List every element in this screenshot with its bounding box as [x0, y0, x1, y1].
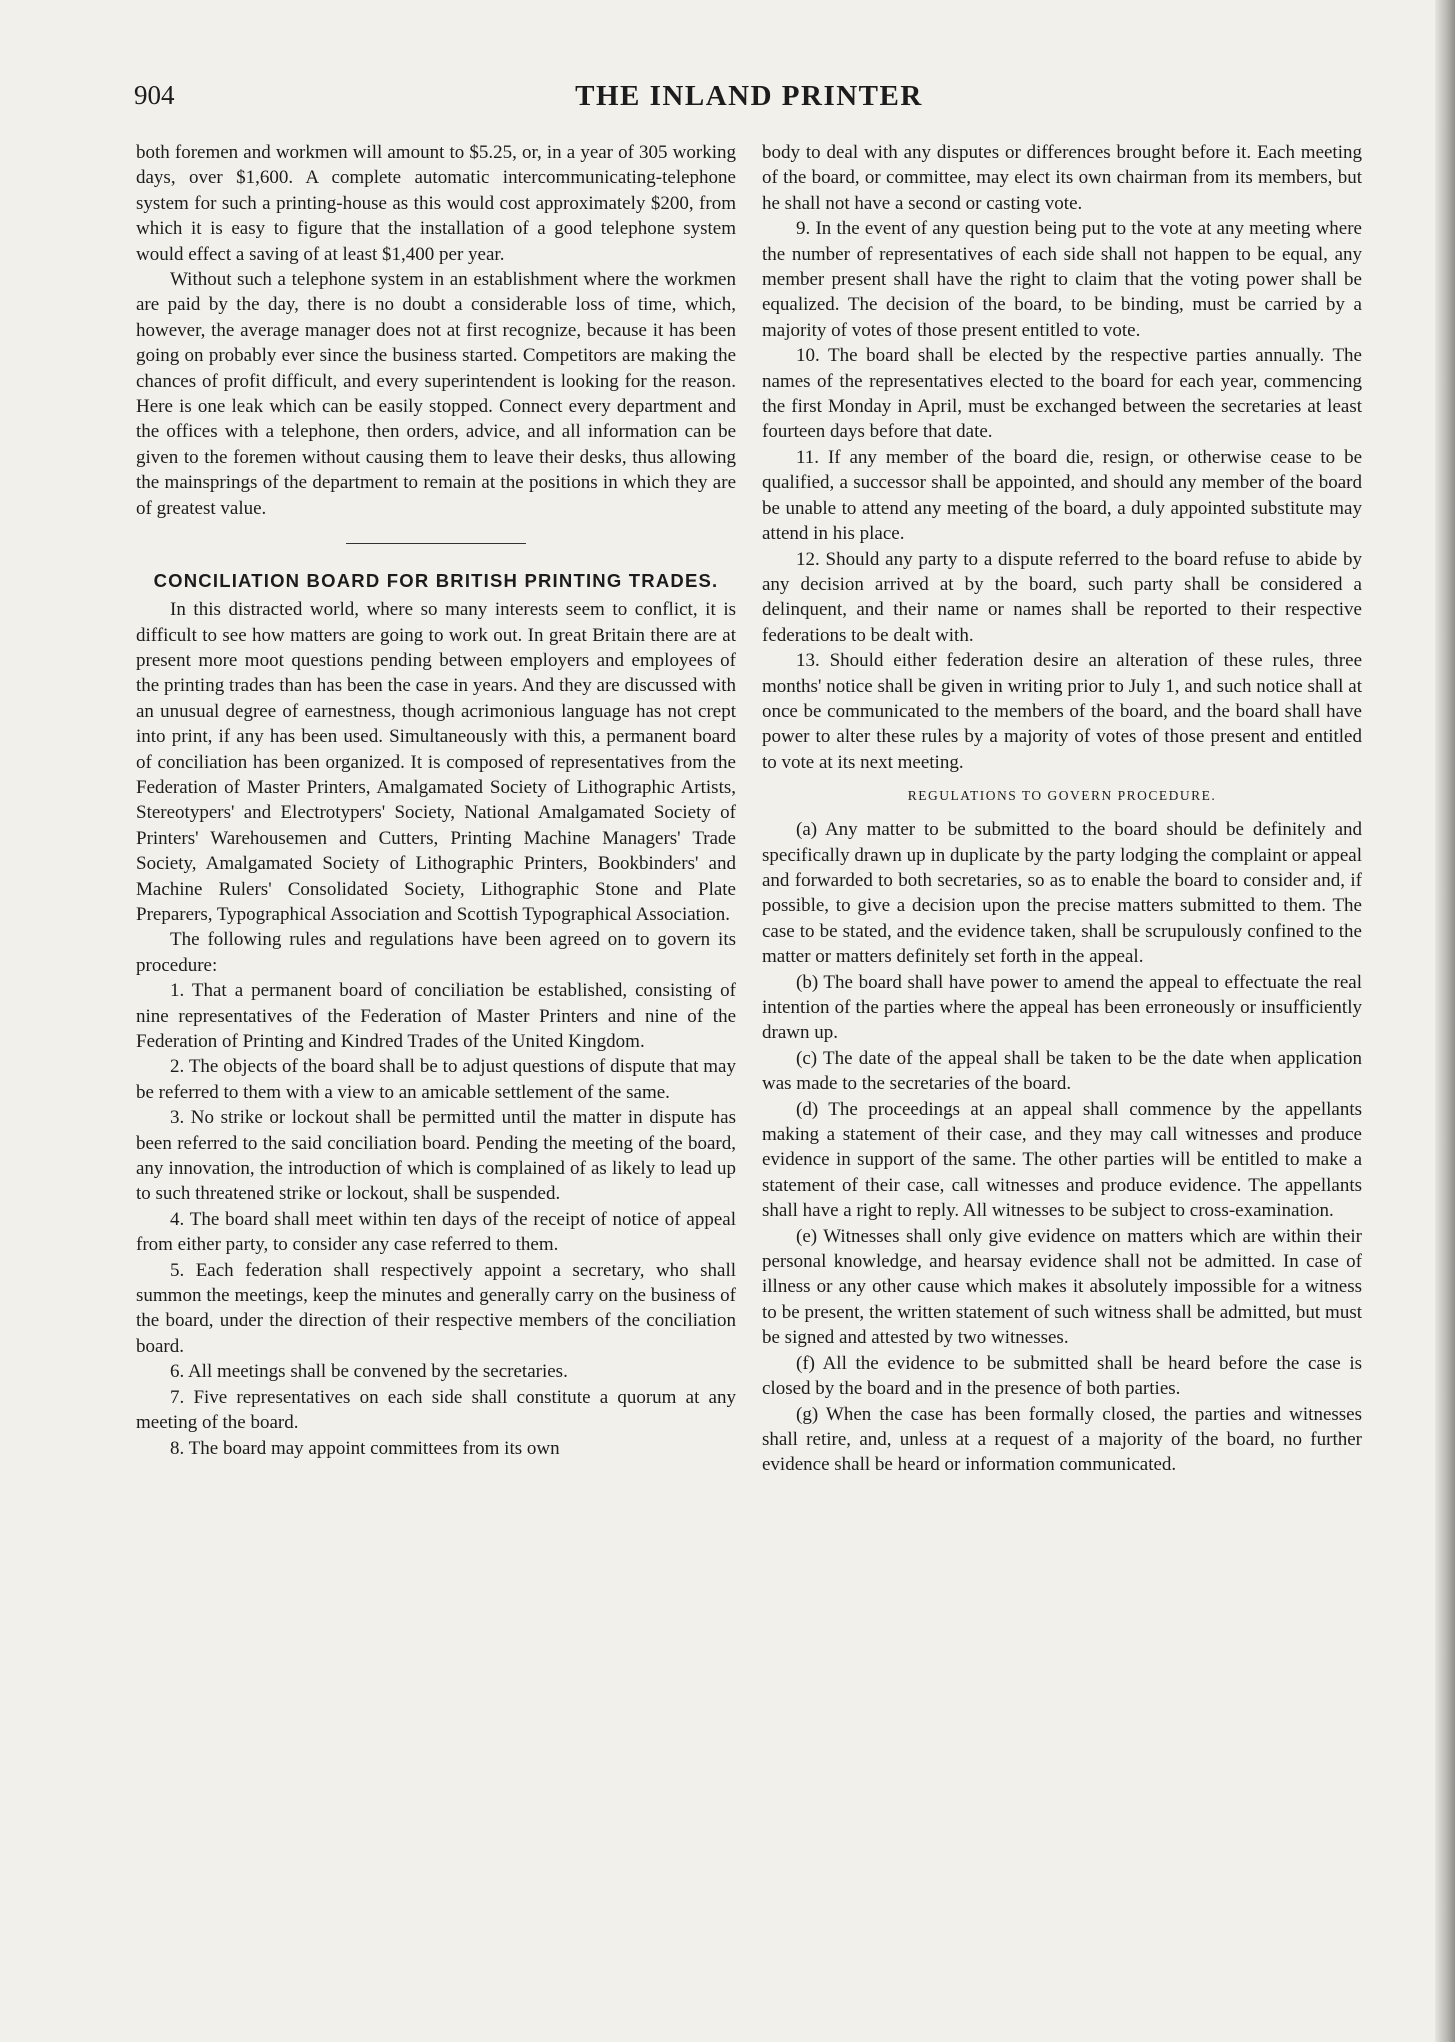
section-divider: [346, 543, 526, 544]
section-subheading: REGULATIONS TO GOVERN PROCEDURE.: [907, 788, 1217, 804]
regulation-item: (e) Witnesses shall only give evidence on matters which are within their personal knowledge, and hearsay evidence shall not be admitted. In case of illness or any other cause which makes it absolutely impossible for a witness to be present, the written statement of such witness shall be admitted, but must be signed and attested by two witnesses.: [762, 1225, 1362, 1349]
paragraph: body to deal with any disputes or differences brought before it. Each meeting of the board, or committee, may elect its own chairman from its members, but he shall not have a second or casting vote.: [762, 142, 1362, 214]
paragraph: The following rules and regulations have been agreed on to govern its procedure:: [136, 929, 736, 976]
journal-title: THE INLAND PRINTER: [575, 80, 923, 112]
rule-item: 7. Five representatives on each side shall constitute a quorum at any meeting of the board.: [136, 1386, 736, 1434]
regulation-item: (g) When the case has been formally closed, the parties and witnesses shall retire, and, unless at a request of a majority of the board, no further evidence shall be heard or information communicated.: [762, 1403, 1362, 1476]
paragraph: both foremen and workmen will amount to $5.25, or, in a year of 305 working days, over $1,600. A complete automatic intercommunicating-telephone system for such a printing-house as this would cost approximately $200, from which it is easy to figure that the installation of a good telephone system would effect a saving of at least $1,400 per year.: [136, 142, 736, 265]
rule-item: 1. That a permanent board of conciliation be established, consisting of nine representatives of the Federation of Master Printers and nine of the Federation of Printing and Kindred Trades of the United Kingdom.: [136, 980, 736, 1052]
rule-item: 2. The objects of the board shall be to adjust questions of dispute that may be referred to them with a view to an amicable settlement of the same.: [136, 1056, 736, 1103]
rule-item: 3. No strike or lockout shall be permitted until the matter in dispute has been referred to the said conciliation board. Pending the meeting of the board, any innovation, the introduction of which is complained of as likely to lead up to such threatened strike or lockout, shall be suspended.: [136, 1107, 736, 1205]
rule-item: 5. Each federation shall respectively appoint a secretary, who shall summon the meetings, keep the minutes and generally carry on the business of the board, under the direction of their respective members of the conciliation board.: [136, 1259, 736, 1357]
paragraph: Without such a telephone system in an establishment where the workmen are paid by the day, there is no doubt a considerable loss of time, which, however, the average manager does not at first recognize, because it has been going on probably ever since the business started. Competitors are making the chances of profit difficult, and every superintendent is looking for the reason. Here is one leak which can be easily stopped. Connect every department and the offices with a telephone, then orders, advice, and all information can be given to the foremen without causing them to leave their desks, thus allowing the mainsprings of the department to remain at the positions in which they are of greatest value.: [136, 269, 736, 519]
rule-item: 10. The board shall be elected by the respective parties annually. The names of the representatives elected to the board for each year, commencing the first Monday in April, must be exchanged between the secretaries at least fourteen days before that date.: [762, 345, 1362, 443]
rule-item: 4. The board shall meet within ten days of the receipt of notice of appeal from either party, to consider any case referred to them.: [136, 1208, 736, 1256]
binding-shadow: [1435, 0, 1455, 2042]
paragraph: In this distracted world, where so many interests seem to conflict, it is difficult to see how matters are going to work out. In great Britain there are at present more moot questions pending between employers and employees of the printing trades than has been the case in years. And they are discussed with an unusual degree of earnestness, though acrimonious language has not crept into print, if any has been used. Simultaneously with this, a permanent board of conciliation has been organized. It is composed of representatives from the Federation of Master Printers, Amalgamated Society of Lithographic Artists, Stereotypers' and Electrotypers' Society, National Amalgamated Society of Printers' Warehousemen and Cutters, Printing Machine Managers' Trade Society, Amalgamated Society of Lithographic Printers, Bookbinders' and Machine Rulers' Consolidated Society, Lithographic Stone and Plate Preparers, Typographical Association and Scottish Typographical Association.: [136, 599, 736, 925]
rule-item: 13. Should either federation desire an alteration of these rules, three months' notice shall be given in writing prior to July 1, and such notice shall at once be communicated to the members of the board, and the board shall have power to alter these rules by a majority of votes of those present and entitled to vote at its next meeting.: [762, 650, 1362, 773]
regulation-item: (c) The date of the appeal shall be taken to be the date when application was made to the secretaries of the board.: [762, 1047, 1362, 1095]
right-column: [762, 140, 1362, 1478]
rule-item: 6. All meetings shall be convened by the secretaries.: [170, 1361, 568, 1383]
rule-item: 8. The board may appoint committees from its own: [170, 1437, 560, 1459]
regulation-item: (f) All the evidence to be submitted shall be heard before the case is closed by the board and in the presence of both parties.: [762, 1352, 1362, 1400]
rule-item: 12. Should any party to a dispute referred to the board refuse to abide by any decision arrived at by the board, such party shall be considered a delinquent, and their name or names shall be reported to their respective federations to be dealt with.: [762, 548, 1362, 646]
regulation-item: (b) The board shall have power to amend the appeal to effectuate the real intention of the parties where the appeal has been erroneously or insufficiently drawn up.: [762, 971, 1362, 1044]
regulation-item: (a) Any matter to be submitted to the board should be definitely and specifically drawn up in duplicate by the party lodging the complaint or appeal and forwarded to both secretaries, so as to enable the board to consider and, if possible, to give a decision upon the precise matters submitted to them. The case to be stated, and the evidence taken, shall be scrupulously confined to the matter or matters definitely set forth in the appeal.: [762, 819, 1362, 968]
page-number: 904: [134, 80, 175, 110]
article-heading: CONCILIATION BOARD FOR BRITISH PRINTING TRADES.: [153, 570, 719, 592]
left-column: [136, 140, 736, 1461]
regulation-item: (d) The proceedings at an appeal shall commence by the appellants making a statement of their case, and they may call witnesses and produce evidence in support of the same. The other parties will be entitled to make a statement of their case, call witnesses and produce evidence. The appellants shall have a right to reply. All witnesses to be subject to cross-examination.: [762, 1098, 1362, 1222]
rule-item: 9. In the event of any question being put to the vote at any meeting where the number of representatives of each side shall not happen to be equal, any member present shall have the right to claim that the voting power shall be equalized. The decision of the board, to be binding, must be carried by a majority of votes of those present entitled to vote.: [762, 218, 1362, 341]
page-header: [134, 80, 1364, 120]
rule-item: 11. If any member of the board die, resign, or otherwise cease to be qualified, a successor shall be appointed, and should any member of the board be unable to attend any meeting of the board, a duly appointed substitute may attend in his place.: [762, 446, 1362, 545]
